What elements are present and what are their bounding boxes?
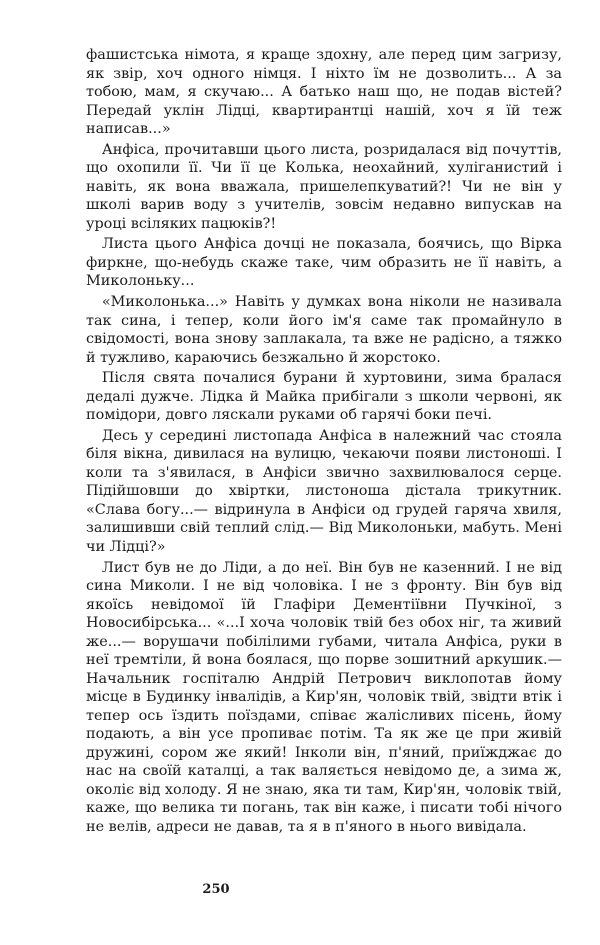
paragraph-4: «Миколонька...» Навіть у думках вона ніколи не називала так сина, і тепер, коли його ім'я саме так промайнуло в свідомості, вона знову заплакала, та вже не радісно, а тяжко й тужливо, караючись безжально й жорстоко. [86,294,562,366]
paragraph-1: фашистська німота, я краще здохну, але перед цим загризу, як звір, хоч одного німця. І ніхто їм не дозволить... А за тобою, мам, я скучаю... А батько наш що, не подав вістей? Передай уклін Лідці, квартирантці нашій, хоч я їй теж написав...» [86,47,562,137]
paragraph-6: Десь у середині листопада Анфіса в належний час стояла біля вікна, дивилася на вулицю, чекаючи появи листоноші. І коли та з'явилася, в Анфіси звично захвилювалося серце. Підійшовши до хвіртки, листоноша дістала трикутник. «Слава богу...— відринула в Анфіси од грудей гаряча хвиля, залишивши свій теплий слід.— Від Миколоньки, мабуть. Мені чи Лідці?» [86,427,562,555]
paragraph-7: Лист був не до Ліди, а до неї. Він був не казенний. І не від сина Миколи. І не від чоловіка. І не з фронту. Він був від якоїсь невідомої їй Глафіри Дементіївни Пучкіної, з Новосибірська... «...І хоча чоловік твій без обох ніг, та живий же...— ворушачи побілілими губами, читала Анфіса, руки в неї тремтіли, й вона боялася, що порве зошитний аркушик.— Начальник госпіталю Андрій Петрович виклопотав йому місце в Будинку інвалідів, а Кир'ян, чоловік твій, звідти втік і тепер ось їздить поїздами, співає жалісливих пісень, йому подають, а він усе пропиває потім. Та як же це при живій дружині, сором же який! Інколи він, п'яний, приїжджає до нас на своїй каталці, а так валяється невідомо де, а зима ж, околіє від холоду. Я не знаю, яка ти там, Кир'ян, чоловік твій, каже, що велика ти погань, так він каже, і писати тобі нічого не велів, адреси не давав, та я в п'яного в нього вивідала. [86,559,562,835]
paragraph-3: Листа цього Анфіса дочці не показала, боячись, що Вірка фиркне, що-небудь скаже таке, чим образить не її навіть, а Миколоньку... [86,236,562,290]
book-page [86,46,562,896]
paragraph-2: Анфіса, прочитавши цього листа, розридалася від почуттів, що охопили її. Чи її це Колька, неохайний, хуліганистий і навіть, як вона вважала, пришелепкуватий?! Чи не він у школі варив воду з учителів, зовсім недавно випускав на уроці всіляких пацюків?! [86,141,562,232]
page-number: 250 [202,882,230,897]
paragraph-5: Після свята почалися бурани й хуртовини, зима бралася дедалі дужче. Лідка й Майка прибігали з школи червоні, як помідори, довго ляскали руками об гарячі боки печі. [86,370,562,424]
